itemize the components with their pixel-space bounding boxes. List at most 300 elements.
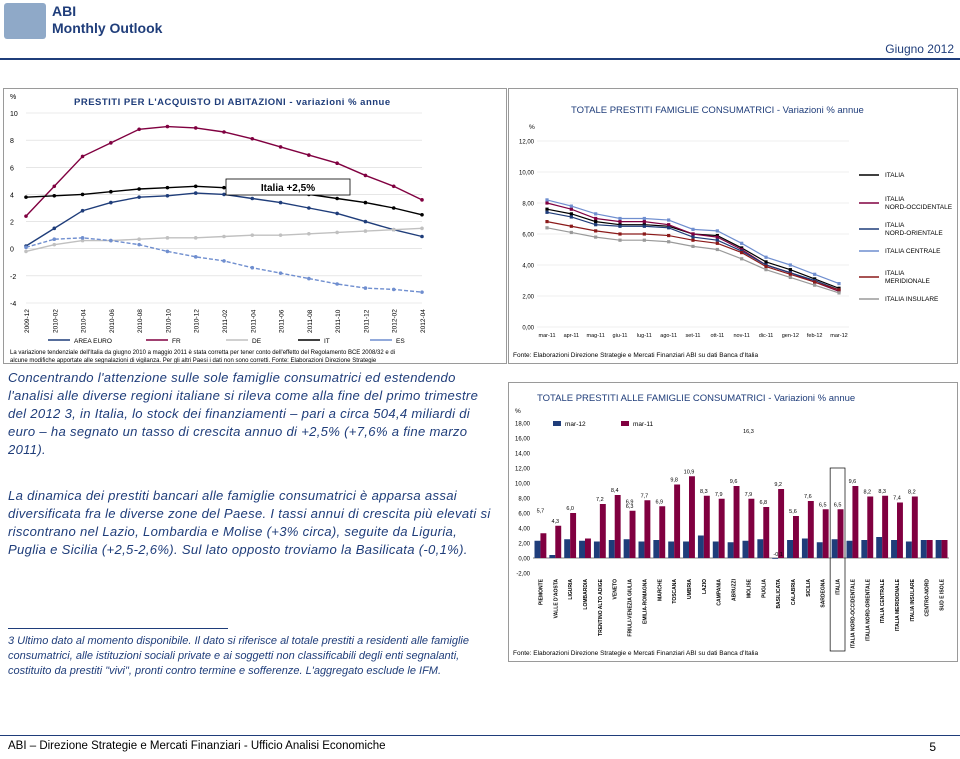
data-point <box>166 125 170 129</box>
y-tick-label: -4 <box>10 301 17 308</box>
legend-label: FR <box>172 338 181 345</box>
legend-swatch <box>621 421 629 426</box>
x-tick-label: giu-11 <box>612 333 628 339</box>
legend-label: AREA EURO <box>74 338 112 345</box>
data-point <box>52 194 56 198</box>
data-point <box>137 243 141 247</box>
bar-value-label: 9,2 <box>774 482 782 488</box>
bar-mar-12 <box>609 540 615 558</box>
bar-mar-11 <box>897 503 903 559</box>
legend-label: ITALIA INSULARE <box>885 296 939 303</box>
y-tick-label: 0,00 <box>522 325 534 332</box>
x-tick-label: dic-11 <box>758 333 774 339</box>
data-point <box>250 266 254 270</box>
data-point <box>594 217 597 220</box>
data-point <box>194 126 198 130</box>
data-point <box>52 227 56 231</box>
bar-mar-11 <box>704 496 710 558</box>
bar-mar-11 <box>719 499 725 558</box>
footnote: 3 Ultimo dato al momento disponibile. Il dato si riferisce al totale prestiti a residenti alle famiglie consumatrici, alle istituzioni sociali private e ai soggetti non classificabili degli enti segnalanti, costituito da prestiti "vivi", pronti contro termine e sofferenze. L'aggregato esclude le IFM. <box>8 635 469 677</box>
data-point <box>789 276 792 279</box>
data-point <box>618 220 621 223</box>
bar-mar-11 <box>793 516 799 558</box>
data-point <box>716 242 719 245</box>
y-tick-label: 8,00 <box>518 496 530 503</box>
data-point <box>594 223 597 226</box>
data-point <box>420 235 424 239</box>
data-point <box>52 184 56 188</box>
data-point <box>81 236 85 240</box>
bar-value-label: 8,3 <box>700 488 708 495</box>
bar-mar-12 <box>757 539 763 558</box>
x-tick-label: ott-11 <box>710 333 725 339</box>
y-tick-label: 8 <box>10 138 14 146</box>
data-point <box>250 233 254 237</box>
data-point <box>137 187 141 191</box>
x-tick-label: CENTRO-NORD <box>924 579 931 617</box>
bar-mar-11 <box>689 476 695 558</box>
x-tick-label: 2011-08 <box>306 309 314 333</box>
data-point <box>166 236 170 240</box>
bar-mar-11 <box>615 495 621 558</box>
data-point <box>594 220 597 223</box>
data-point <box>81 155 85 159</box>
bar-value-label: 9,6 <box>729 479 738 485</box>
data-point <box>137 195 141 199</box>
data-point <box>364 174 368 178</box>
data-point <box>691 236 694 239</box>
y-tick-label: 2,00 <box>518 541 530 548</box>
data-point <box>52 243 56 247</box>
data-point <box>279 233 283 237</box>
legend-label: ITALIA <box>885 222 905 229</box>
data-point <box>52 237 56 241</box>
x-tick-label: 2011-04 <box>250 309 258 333</box>
y-tick-label: -2 <box>10 273 17 281</box>
x-tick-label: MOLISE <box>746 579 753 599</box>
chart-mortgage <box>4 89 506 363</box>
x-tick-label: 2010-06 <box>108 309 116 333</box>
data-point <box>813 280 816 283</box>
data-point <box>545 211 548 214</box>
y-axis-label: % <box>515 408 521 415</box>
data-point <box>24 195 28 199</box>
bar-mar-12 <box>876 537 882 558</box>
data-point <box>279 271 283 275</box>
bar-value-label: 7,6 <box>804 494 812 500</box>
legend-label: mar-11 <box>633 421 654 428</box>
data-point <box>764 260 767 263</box>
bar-mar-12 <box>817 542 823 558</box>
legend-label: ES <box>396 338 405 345</box>
data-point <box>420 227 424 231</box>
x-tick-label: SARDEGNA <box>820 579 827 608</box>
x-tick-label: CAMPANIA <box>716 579 723 606</box>
legend-label: IT <box>324 338 330 345</box>
data-point <box>594 212 597 215</box>
x-tick-label: 2011-10 <box>335 309 343 333</box>
x-tick-label: UMBRIA <box>687 579 693 599</box>
data-point <box>813 273 816 276</box>
bar-mar-11 <box>912 497 918 559</box>
bar-mar-12 <box>683 542 689 559</box>
bar-value-label: 16,3 <box>743 428 754 435</box>
legend-label: MERIDIONALE <box>885 278 930 285</box>
data-point <box>789 263 792 266</box>
data-point <box>789 273 792 276</box>
abi-logo <box>4 3 46 39</box>
y-tick-label: 18,00 <box>514 421 530 428</box>
bar-mar-12 <box>936 540 942 558</box>
data-point <box>618 225 621 228</box>
x-tick-label: BASILICATA <box>776 579 783 609</box>
data-point <box>392 184 396 188</box>
bar-mar-11 <box>838 509 844 558</box>
paragraph-2: La dinamica dei prestiti bancari alle famiglie consumatrici è apparsa assai diversificata fra le diverse zone del Paese. I tassi annui di crescita più elevati si riscontrano nel Lazio, Lombardia e Molise (+3% circa), seguite da Liguria, Puglia e Sicilia (+2,5-2,6%). Sul lato opposto troviamo la Basilicata (-0,1%). <box>8 488 491 557</box>
bar-mar-11 <box>942 540 948 558</box>
bar-mar-12 <box>624 539 630 558</box>
bar-mar-11 <box>555 526 561 558</box>
data-point <box>618 217 621 220</box>
data-point <box>222 235 226 239</box>
y-tick-label: 10,00 <box>514 481 530 488</box>
bar-mar-12 <box>891 540 897 558</box>
bar-mar-11 <box>867 497 873 559</box>
data-point <box>307 232 311 236</box>
data-point <box>545 201 548 204</box>
data-point <box>545 226 548 229</box>
logo-subtitle: Monthly Outlook <box>52 20 163 36</box>
x-tick-label: LIGURIA <box>568 579 575 600</box>
chart-source: Fonte: Elaborazioni Direzione Strategie e Mercati Finanziari ABI su dati Banca d'Italia <box>513 650 759 657</box>
data-point <box>222 259 226 263</box>
data-point <box>81 193 85 197</box>
x-tick-label: 2009-12 <box>24 309 31 333</box>
data-point <box>194 184 198 188</box>
data-point <box>813 284 816 287</box>
y-tick-label: 10,00 <box>518 170 534 177</box>
footer-text: ABI – Direzione Strategie e Mercati Finanziari - Ufficio Analisi Economiche <box>8 740 386 752</box>
y-tick-label: -2,00 <box>516 571 530 578</box>
data-point <box>716 248 719 251</box>
x-tick-label: ago-11 <box>660 333 678 339</box>
y-tick-label: 14,00 <box>514 451 530 458</box>
x-tick-label: feb-12 <box>806 333 823 339</box>
data-point <box>24 246 28 250</box>
data-point <box>643 225 646 228</box>
bar-value-label: 6,9 <box>625 499 634 506</box>
bar-mar-12 <box>847 541 853 558</box>
data-point <box>667 223 670 226</box>
bar-mar-11 <box>600 504 606 558</box>
data-point <box>392 228 396 232</box>
data-point <box>222 193 226 197</box>
legend-label: DE <box>252 338 262 345</box>
bar-mar-12 <box>802 539 808 559</box>
bar-mar-11 <box>585 539 591 559</box>
y-axis-label: % <box>10 94 17 101</box>
data-point <box>570 205 573 208</box>
data-point <box>279 201 283 205</box>
chart-mortgage-panel <box>3 88 507 364</box>
bar-mar-12 <box>698 536 704 559</box>
x-tick-label: 2010-02 <box>52 309 60 333</box>
x-tick-label: set-11 <box>685 333 701 339</box>
bar-value-label: 8,4 <box>610 488 619 494</box>
legend-label: NORD-ORIENTALE <box>885 230 943 237</box>
data-point <box>764 268 767 271</box>
data-point <box>667 234 670 237</box>
data-point <box>837 282 840 285</box>
footnote-rule <box>8 628 228 629</box>
data-point <box>570 225 573 228</box>
data-point <box>420 213 424 217</box>
data-point <box>667 218 670 221</box>
data-point <box>667 226 670 229</box>
bar-mar-12 <box>832 539 838 558</box>
x-tick-label: 2010-10 <box>165 309 173 333</box>
bar-value-label: 6,5 <box>833 502 842 509</box>
x-tick-label: SICILIA <box>805 579 812 597</box>
bar-mar-11 <box>852 486 858 558</box>
data-point <box>335 197 339 201</box>
data-point <box>570 208 573 211</box>
data-point <box>618 232 621 235</box>
bar-mar-12 <box>535 541 541 558</box>
bar-value-label: 5,7 <box>536 508 545 515</box>
data-point <box>335 161 339 165</box>
x-tick-label: ITALIA NORD-OCCIDENTALE <box>850 579 857 649</box>
data-point <box>837 291 840 294</box>
data-point <box>643 217 646 220</box>
y-tick-label: 0 <box>10 246 14 254</box>
data-point <box>194 236 198 240</box>
data-point <box>420 290 424 294</box>
bar-value-label: 8,3 <box>878 488 886 495</box>
data-point <box>691 232 694 235</box>
x-tick-label: SUD E ISOLE <box>939 579 946 611</box>
data-point <box>166 186 170 190</box>
bar-mar-11 <box>927 540 933 558</box>
chart-households-panel <box>508 88 958 364</box>
y-tick-label: 10 <box>10 111 18 118</box>
data-point <box>166 194 170 198</box>
chart-households <box>509 89 957 363</box>
x-tick-label: gen-12 <box>781 333 799 339</box>
x-tick-label: PUGLIA <box>761 579 768 598</box>
y-tick-label: 4,00 <box>522 263 534 270</box>
bar-mar-11 <box>763 507 769 558</box>
x-tick-label: 2012-04 <box>420 309 427 333</box>
x-tick-label: 2010-12 <box>193 309 201 333</box>
data-point <box>570 231 573 234</box>
data-point <box>618 239 621 242</box>
bar-mar-11 <box>823 509 829 558</box>
data-point <box>194 255 198 259</box>
data-point <box>420 198 424 202</box>
data-point <box>570 215 573 218</box>
bar-mar-11 <box>659 506 665 558</box>
data-point <box>716 236 719 239</box>
x-tick-label: 2011-12 <box>363 309 371 333</box>
data-point <box>643 220 646 223</box>
bar-mar-11 <box>808 501 814 558</box>
bar-mar-12 <box>594 542 600 559</box>
data-point <box>545 198 548 201</box>
bar-mar-12 <box>743 541 749 558</box>
data-point <box>691 228 694 231</box>
y-tick-label: 0,00 <box>518 556 530 563</box>
chart-source: Fonte: Elaborazioni Direzione Strategie e Mercati Finanziari ABI su dati Banca d'Italia <box>513 352 759 359</box>
x-tick-label: 2011-06 <box>278 309 286 333</box>
bar-mar-11 <box>882 496 888 558</box>
y-tick-label: 2 <box>10 219 14 227</box>
bar-mar-12 <box>861 540 867 558</box>
data-point <box>789 268 792 271</box>
legend-label: ITALIA <box>885 172 905 179</box>
y-tick-label: 12,00 <box>514 466 530 473</box>
bar-mar-11 <box>734 486 740 558</box>
data-point <box>137 237 141 241</box>
x-tick-label: VALLE D'AOSTA <box>553 579 560 619</box>
bar-mar-11 <box>644 500 650 558</box>
y-tick-label: 6,00 <box>522 232 534 239</box>
data-point <box>109 141 113 145</box>
y-tick-label: 12,00 <box>518 139 534 146</box>
bar-value-label: 7,9 <box>744 491 753 498</box>
bar-value-label: 7,4 <box>893 495 901 502</box>
x-tick-label: FRIULI-VENEZIA GIULIA <box>627 579 634 637</box>
bar-mar-12 <box>653 540 659 558</box>
bar-mar-12 <box>772 558 778 559</box>
data-point <box>137 127 141 131</box>
series-line-es <box>26 238 422 292</box>
bar-mar-11 <box>630 511 636 558</box>
y-tick-label: 6 <box>10 165 14 173</box>
issue-date: Giugno 2012 <box>885 42 954 56</box>
x-tick-label: ITALIA CENTRALE <box>880 579 887 624</box>
data-point <box>250 137 254 141</box>
data-point <box>594 236 597 239</box>
series-line-de <box>26 228 422 251</box>
bar-mar-12 <box>564 539 570 558</box>
data-point <box>279 145 283 149</box>
x-tick-label: TRENTINO ALTO ADIGE <box>597 579 604 636</box>
bar-mar-12 <box>921 540 927 558</box>
chart-note: La variazione tendenziale dell'Italia da giugno 2010 a maggio 2011 è stata corretta per tener conto dell'effetto del Regolamento BCE 2008/32 e di <box>10 350 395 356</box>
y-tick-label: 16,00 <box>514 436 530 443</box>
data-point <box>109 239 113 243</box>
bar-mar-12 <box>639 542 645 559</box>
x-tick-label: CALABRIA <box>791 579 797 606</box>
data-point <box>545 220 548 223</box>
data-point <box>594 229 597 232</box>
y-tick-label: 8,00 <box>522 201 534 208</box>
data-point <box>740 251 743 254</box>
x-tick-label: ITALIA INSULARE <box>909 579 916 622</box>
x-tick-label: 2012-02 <box>391 309 399 333</box>
data-point <box>764 265 767 268</box>
bar-mar-11 <box>570 513 576 558</box>
chart-title: PRESTITI PER L'ACQUISTO DI ABITAZIONI - variazioni % annue <box>74 97 391 108</box>
data-point <box>691 239 694 242</box>
x-tick-label: PIEMONTE <box>538 579 545 606</box>
series-line-2 <box>547 212 839 289</box>
header-rule <box>0 58 960 60</box>
bar-mar-12 <box>713 542 719 559</box>
bar-mar-11 <box>540 533 546 558</box>
data-point <box>643 232 646 235</box>
bar-value-label: 6,9 <box>655 499 664 506</box>
x-tick-label: MARCHE <box>657 579 664 601</box>
y-tick-label: 2,00 <box>522 294 534 301</box>
data-point <box>643 239 646 242</box>
bar-value-label: 9,6 <box>848 479 857 485</box>
bar-mar-12 <box>668 542 674 559</box>
x-tick-label: lug-11 <box>636 333 652 339</box>
bar-value-label: 7,7 <box>640 493 649 500</box>
data-point <box>364 220 368 224</box>
data-point <box>222 186 226 190</box>
data-point <box>364 286 368 290</box>
data-point <box>570 212 573 215</box>
data-point <box>764 256 767 259</box>
legend-label: NORD-OCCIDENTALE <box>885 204 953 211</box>
x-tick-label: ABRUZZI <box>731 579 738 601</box>
bar-value-label: 9,8 <box>670 477 678 484</box>
bar-mar-12 <box>787 540 793 558</box>
chart-title: TOTALE PRESTITI FAMIGLIE CONSUMATRICI - Variazioni % annue <box>571 105 864 116</box>
data-point <box>222 130 226 134</box>
data-point <box>667 240 670 243</box>
data-point <box>166 250 170 254</box>
data-point <box>335 231 339 235</box>
bar-value-label: 10,9 <box>683 469 695 476</box>
bar-value-label: 7,2 <box>596 497 604 503</box>
bar-value-label: -0,1 <box>773 551 783 558</box>
data-point <box>716 229 719 232</box>
bar-value-label: 6,0 <box>566 506 574 512</box>
data-point <box>24 214 28 218</box>
data-point <box>109 201 113 205</box>
chart-regions <box>509 383 957 661</box>
bar-value-label: 7,9 <box>714 491 723 498</box>
legend-swatch <box>553 421 561 426</box>
bar-value-label: 4,3 <box>551 518 560 525</box>
bar-mar-12 <box>579 541 585 558</box>
x-tick-label: EMILIA-ROMAGNA <box>642 579 649 624</box>
data-point <box>250 197 254 201</box>
data-point <box>335 212 339 216</box>
bar-mar-12 <box>549 555 555 558</box>
data-point <box>307 277 311 281</box>
y-tick-label: 4 <box>10 192 14 200</box>
x-tick-label: LAZIO <box>701 579 708 594</box>
bar-value-label: 6,3 <box>625 503 634 510</box>
x-tick-label: ITALIA <box>835 579 842 595</box>
x-tick-label: mag-11 <box>586 333 605 339</box>
legend-label: ITALIA <box>885 270 905 277</box>
data-point <box>837 288 840 291</box>
data-point <box>335 282 339 286</box>
legend-label: mar-12 <box>565 421 586 428</box>
bar-mar-11 <box>674 485 680 559</box>
bar-value-label: 8,2 <box>908 489 916 496</box>
data-point <box>24 250 28 254</box>
bar-mar-11 <box>748 499 754 558</box>
x-tick-label: 2011-02 <box>222 309 229 333</box>
data-point <box>194 191 198 195</box>
